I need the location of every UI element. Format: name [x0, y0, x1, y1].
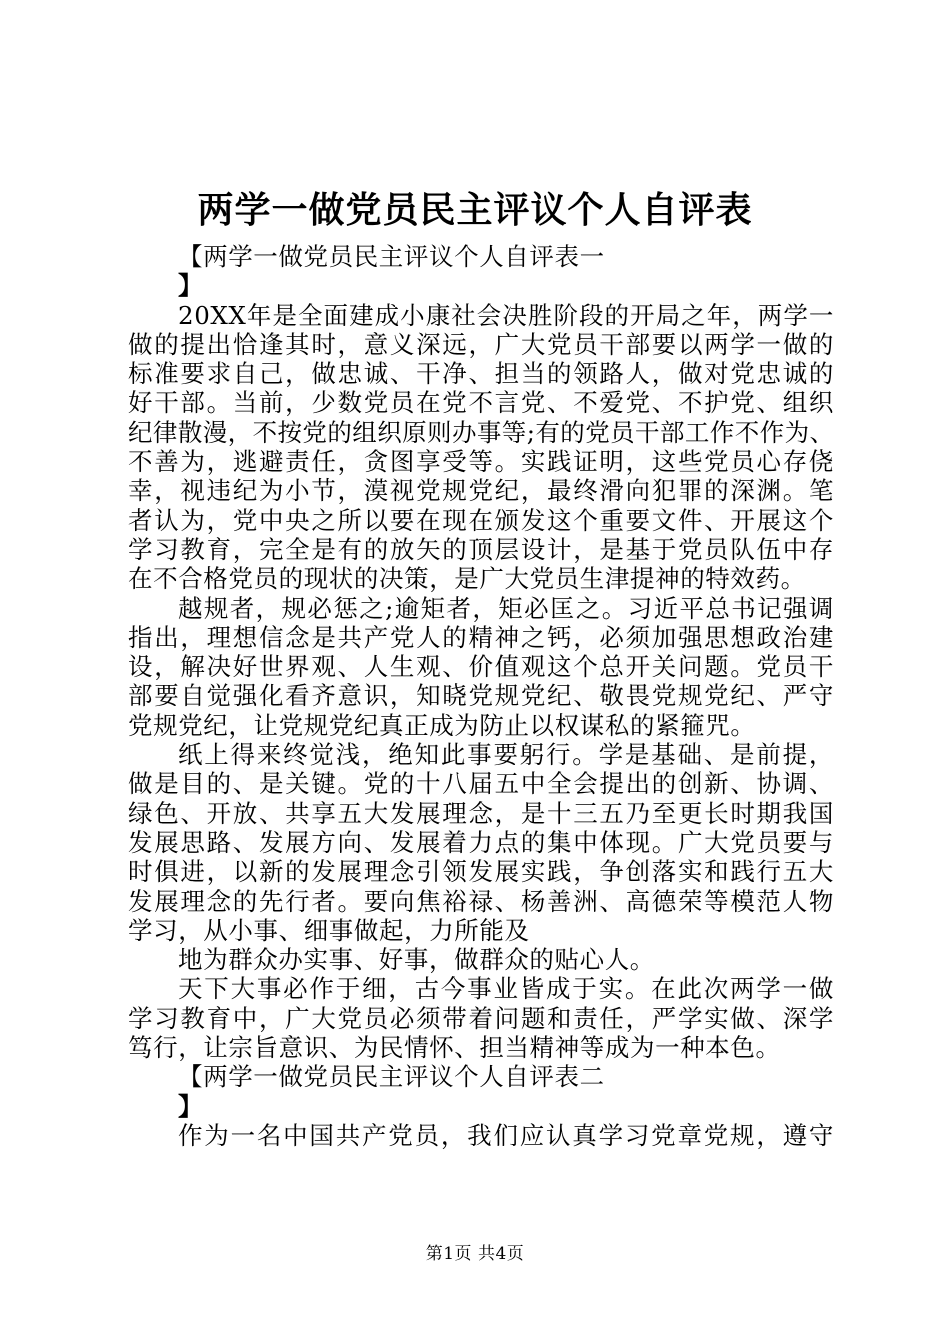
paragraph-line: 作为一名中国共产党员，我们应认真学习党章党规，遵守 [178, 1120, 834, 1150]
paragraph-line: 部要自觉强化看齐意识，知晓党规党纪、敬畏党规党纪、严守 [128, 681, 834, 711]
paragraph-line: 学习教育，完全是有的放矢的顶层设计，是基于党员队伍中存 [128, 534, 834, 564]
paragraph-line: 学习教育中，广大党员必须带着问题和责任，严学实做、深学 [128, 1003, 834, 1033]
document-title: 两学一做党员民主评议个人自评表 [197, 189, 753, 231]
paragraph-line: 设，解决好世界观、人生观、价值观这个总开关问题。党员干 [128, 652, 834, 682]
paragraph-line: 越规者，规必惩之;逾矩者，矩必匡之。习近平总书记强调 [178, 593, 834, 623]
paragraph-line: 幸，视违纪为小节，漠视党规党纪，最终滑向犯罪的深渊。笔 [128, 476, 834, 506]
paragraph-line: 指出，理想信念是共产党人的精神之钙，必须加强思想政治建 [128, 622, 834, 652]
section-heading-2: 【两学一做党员民主评议个人自评表二 [178, 1062, 605, 1092]
paragraph-line: 发展思路、发展方向、发展着力点的集中体现。广大党员要与 [128, 827, 834, 857]
section-heading-2-close: 】 [178, 1091, 204, 1121]
section-heading-1: 【两学一做党员民主评议个人自评表一 [178, 242, 605, 271]
paragraph-line: 者认为，党中央之所以要在现在颁发这个重要文件、开展这个 [128, 505, 834, 535]
paragraph-line: 20XX年是全面建成小康社会决胜阶段的开局之年，两学一 [178, 300, 834, 330]
paragraph-line: 党规党纪，让党规党纪真正成为防止以权谋私的紧箍咒。 [128, 710, 756, 740]
paragraph-line: 时俱进，以新的发展理念引领发展实践，争创落实和践行五大 [128, 857, 834, 887]
paragraph-line: 纪律散漫，不按党的组织原则办事等;有的党员干部工作不作为、 [128, 417, 834, 447]
paragraph-line: 笃行，让宗旨意识、为民情怀、担当精神等成为一种本色。 [128, 1033, 781, 1063]
paragraph-line: 做的提出恰逢其时，意义深远，广大党员干部要以两学一做的 [128, 329, 834, 359]
paragraph-line: 好干部。当前，少数党员在党不言党、不爱党、不护党、组织 [128, 388, 834, 418]
section-heading-1-close: 】 [178, 271, 204, 301]
paragraph-line: 纸上得来终觉浅，绝知此事要躬行。学是基础、是前提， [178, 740, 834, 770]
paragraph-line: 学习，从小事、细事做起，力所能及 [128, 915, 530, 945]
document-body [128, 242, 834, 1150]
paragraph-line: 绿色、开放、共享五大发展理念，是十三五乃至更长时期我国 [128, 798, 834, 828]
paragraph-line: 做是目的、是关键。党的十八届五中全会提出的创新、协调、 [128, 769, 834, 799]
paragraph-line: 地为群众办实事、好事，做群众的贴心人。 [178, 945, 655, 975]
paragraph-line: 标准要求自己，做忠诚、干净、担当的领路人，做对党忠诚的 [128, 359, 834, 389]
paragraph-line: 发展理念的先行者。要向焦裕禄、杨善洲、高德荣等模范人物 [128, 886, 834, 916]
paragraph-line: 不善为，逃避责任，贪图享受等。实践证明，这些党员心存侥 [128, 447, 834, 477]
page-footer: 第1页 共4页 [425, 1244, 525, 1264]
paragraph-line: 在不合格党员的现状的决策，是广大党员生津提神的特效药。 [128, 564, 806, 594]
paragraph-line: 天下大事必作于细，古今事业皆成于实。在此次两学一做 [178, 974, 834, 1004]
